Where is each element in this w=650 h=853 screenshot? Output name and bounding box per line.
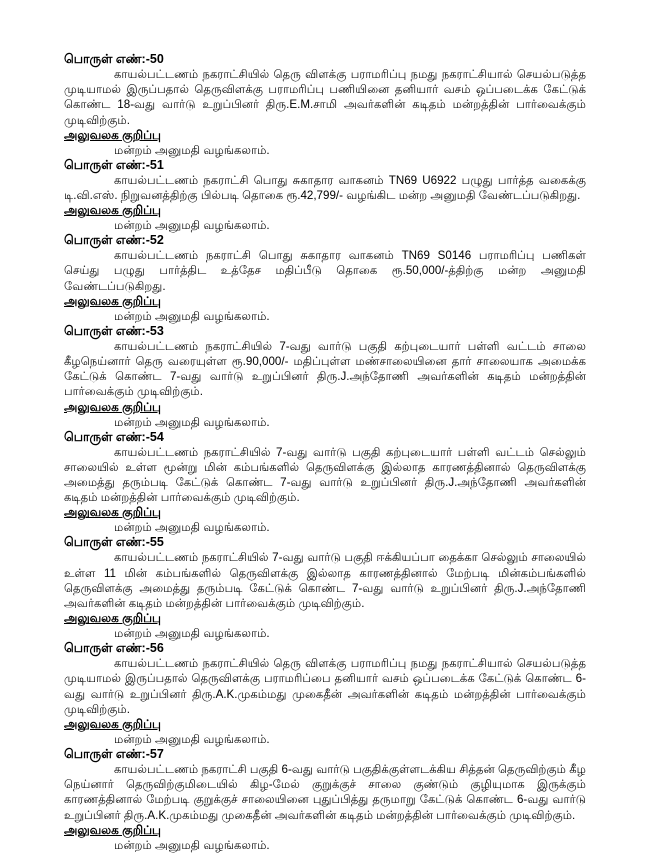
- decision-text: மன்றம் அனுமதி வழங்கலாம்.: [114, 733, 270, 747]
- agenda-item-57: [64, 747, 586, 853]
- office-note-label: அலுவலக குறிப்பு: [64, 505, 161, 520]
- item-body: காயல்பட்டணம் நகராட்சியில் தெரு விளக்கு பராமரிப்பு நமது நகராட்சியால் செயல்படுத்த முடியாமல் இருப்பதால் தெருவிளக்கு பராமரிப்பை தனியார் வசம் ஒப்படைக்க கேட்டுக் கொண்ட 6-வது வார்டு உறுப்பினர் திரு.A.K.முகம்மது முகைதீன் அவர்களின் கடிதம் மன்றத்தின் பார்வைக்கும் முடிவிற்கும்.: [64, 657, 586, 716]
- item-heading: பொருள் எண்:-55: [64, 535, 164, 550]
- item-body: காயல்பட்டணம் நகராட்சியில் 7-வது வார்டு பகுதி கற்புடையார் பள்ளி வட்டம் சாலை கீழநெய்னார் தெரு வரையுள்ள ரூ.90,000/- மதிப்புள்ள மண்சாலையினை தார் சாலையாக அமைக்க கேட்டுக் கொண்ட 7-வது வார்டு உறுப்பினர் திரு.J.அந்தோணி அவர்களின் கடிதம் மன்றத்தின் பார்வைக்கும் முடிவிற்கும்.: [64, 339, 586, 399]
- office-note-label: அலுவலக குறிப்பு: [64, 399, 161, 414]
- agenda-item-54: [64, 430, 586, 536]
- decision-text: மன்றம் அனுமதி வழங்கலாம்.: [114, 521, 270, 535]
- office-note-label: அலுவலக குறிப்பு: [64, 293, 161, 308]
- item-heading: பொருள் எண்:-57: [64, 747, 164, 762]
- decision-text: மன்றம் அனுமதி வழங்கலாம்.: [114, 838, 270, 852]
- agenda-item-52: [64, 233, 586, 324]
- item-heading: பொருள் எண்:-56: [64, 641, 164, 656]
- office-note-label: அலுவலக குறிப்பு: [64, 203, 161, 218]
- document-page: [64, 52, 586, 853]
- item-heading: பொருள் எண்:-54: [64, 429, 164, 444]
- office-note-label: அலுவலக குறிப்பு: [64, 611, 161, 626]
- decision-text: மன்றம் அனுமதி வழங்கலாம்.: [114, 309, 270, 323]
- item-body: காயல்பட்டணம் நகராட்சி பகுதி 6-வது வார்டு பகுதிக்குள்ளடக்கிய சித்தன் தெருவிற்கும் கீழ நெய்னார் தெருவிற்குமிடையில் கிழ-மேல் குறுக்குச் சாலை குண்டும் குழியுமாக இருக்கும் காரணத்தினால் மேற்படி குறுக்குச் சாலையினை புதுப்பித்து தருமாறு கேட்டுக் கொண்ட 6-வது வார்டு உறுப்பினர் திரு.A.K.முகம்மது முகைதீன் அவர்களின் கடிதம் மன்றத்தின் பார்வைக்கும் முடிவிற்கும்.: [64, 763, 586, 822]
- item-heading: பொருள் எண்:-51: [64, 157, 164, 172]
- item-heading: பொருள் எண்:-52: [64, 233, 164, 248]
- decision-text: மன்றம் அனுமதி வழங்கலாம்.: [114, 219, 270, 233]
- agenda-item-53: [64, 324, 586, 430]
- decision-text: மன்றம் அனுமதி வழங்கலாம்.: [114, 627, 270, 641]
- decision-text: மன்றம் அனுமதி வழங்கலாம்.: [114, 143, 270, 157]
- office-note-label: அலுவலக குறிப்பு: [64, 822, 161, 837]
- item-body: காயல்பட்டணம் நகராட்சி பொது சுகாதார வாகனம் TN69 U6922 பழுது பார்த்த வகைக்கு டி.வி.எஸ். நிறுவனத்திற்கு பில்படி தொகை ரூ.42,799/- வழங்கிட மன்ற அனுமதி வேண்டப்படுகிறது.: [64, 173, 586, 203]
- office-note-label: அலுவலக குறிப்பு: [64, 127, 161, 142]
- office-note-label: அலுவலக குறிப்பு: [64, 717, 161, 732]
- agenda-item-51: [64, 158, 586, 233]
- item-heading: பொருள் எண்:-50: [64, 52, 164, 66]
- agenda-item-50: [64, 52, 586, 158]
- item-body: காயல்பட்டணம் நகராட்சியில் தெரு விளக்கு பராமரிப்பு நமது நகராட்சியால் செயல்படுத்த முடியாமல் இருப்பதால் தெருவிளக்கு பராமரிப்பு பணியினை தனியார் வசம் ஒப்படைக்க கேட்டுக் கொண்ட 18-வது வார்டு உறுப்பினர் திரு.E.M.சாமி அவர்களின் கடிதம் மன்றத்தின் பார்வைக்கும் முடிவிற்கும்.: [64, 68, 586, 127]
- item-body: காயல்பட்டணம் நகராட்சியில் 7-வது வார்டு பகுதி ஈக்கியப்பா தைக்கா செல்லும் சாலையில் உள்ள 11 மின் கம்பங்களில் தெருவிளக்கு இல்லாத காரணத்தினால் மேற்படி மின்கம்பங்களில் தெருவிளக்கு அமைத்து தரும்படி கேட்டுக் கொண்ட 7-வது வார்டு உறுப்பினர் திரு.J.அந்தோணி அவர்களின் கடிதம் மன்றத்தின் பார்வைக்கும் முடிவிற்கும்.: [64, 551, 586, 611]
- agenda-item-56: [64, 641, 586, 747]
- item-heading: பொருள் எண்:-53: [64, 323, 164, 338]
- decision-text: மன்றம் அனுமதி வழங்கலாம்.: [114, 415, 270, 429]
- agenda-item-55: [64, 535, 586, 641]
- item-body: காயல்பட்டணம் நகராட்சியில் 7-வது வார்டு பகுதி கற்புடையார் பள்ளி வட்டம் செல்லும் சாலையில் உள்ள மூன்று மின் கம்பங்களில் தெருவிளக்கு இல்லாத காரணத்தினால் தெருவிளக்கு அமைத்து தரும்படி கேட்டுக் கொண்ட 7-வது வார்டு உறுப்பினர் திரு.J.அந்தோணி அவர்களின் கடிதம் மன்றத்தின் பார்வைக்கும் முடிவிற்கும்.: [64, 445, 586, 505]
- item-body: காயல்பட்டணம் நகராட்சி பொது சுகாதார வாகனம் TN69 S0146 பராமரிப்பு பணிகள் செய்து பழுது பார்த்திட உத்தேச மதிப்பீடு தொகை ரூ.50,000/-த்திற்கு மன்ற அனுமதி வேண்டப்படுகிறது.: [64, 249, 586, 293]
